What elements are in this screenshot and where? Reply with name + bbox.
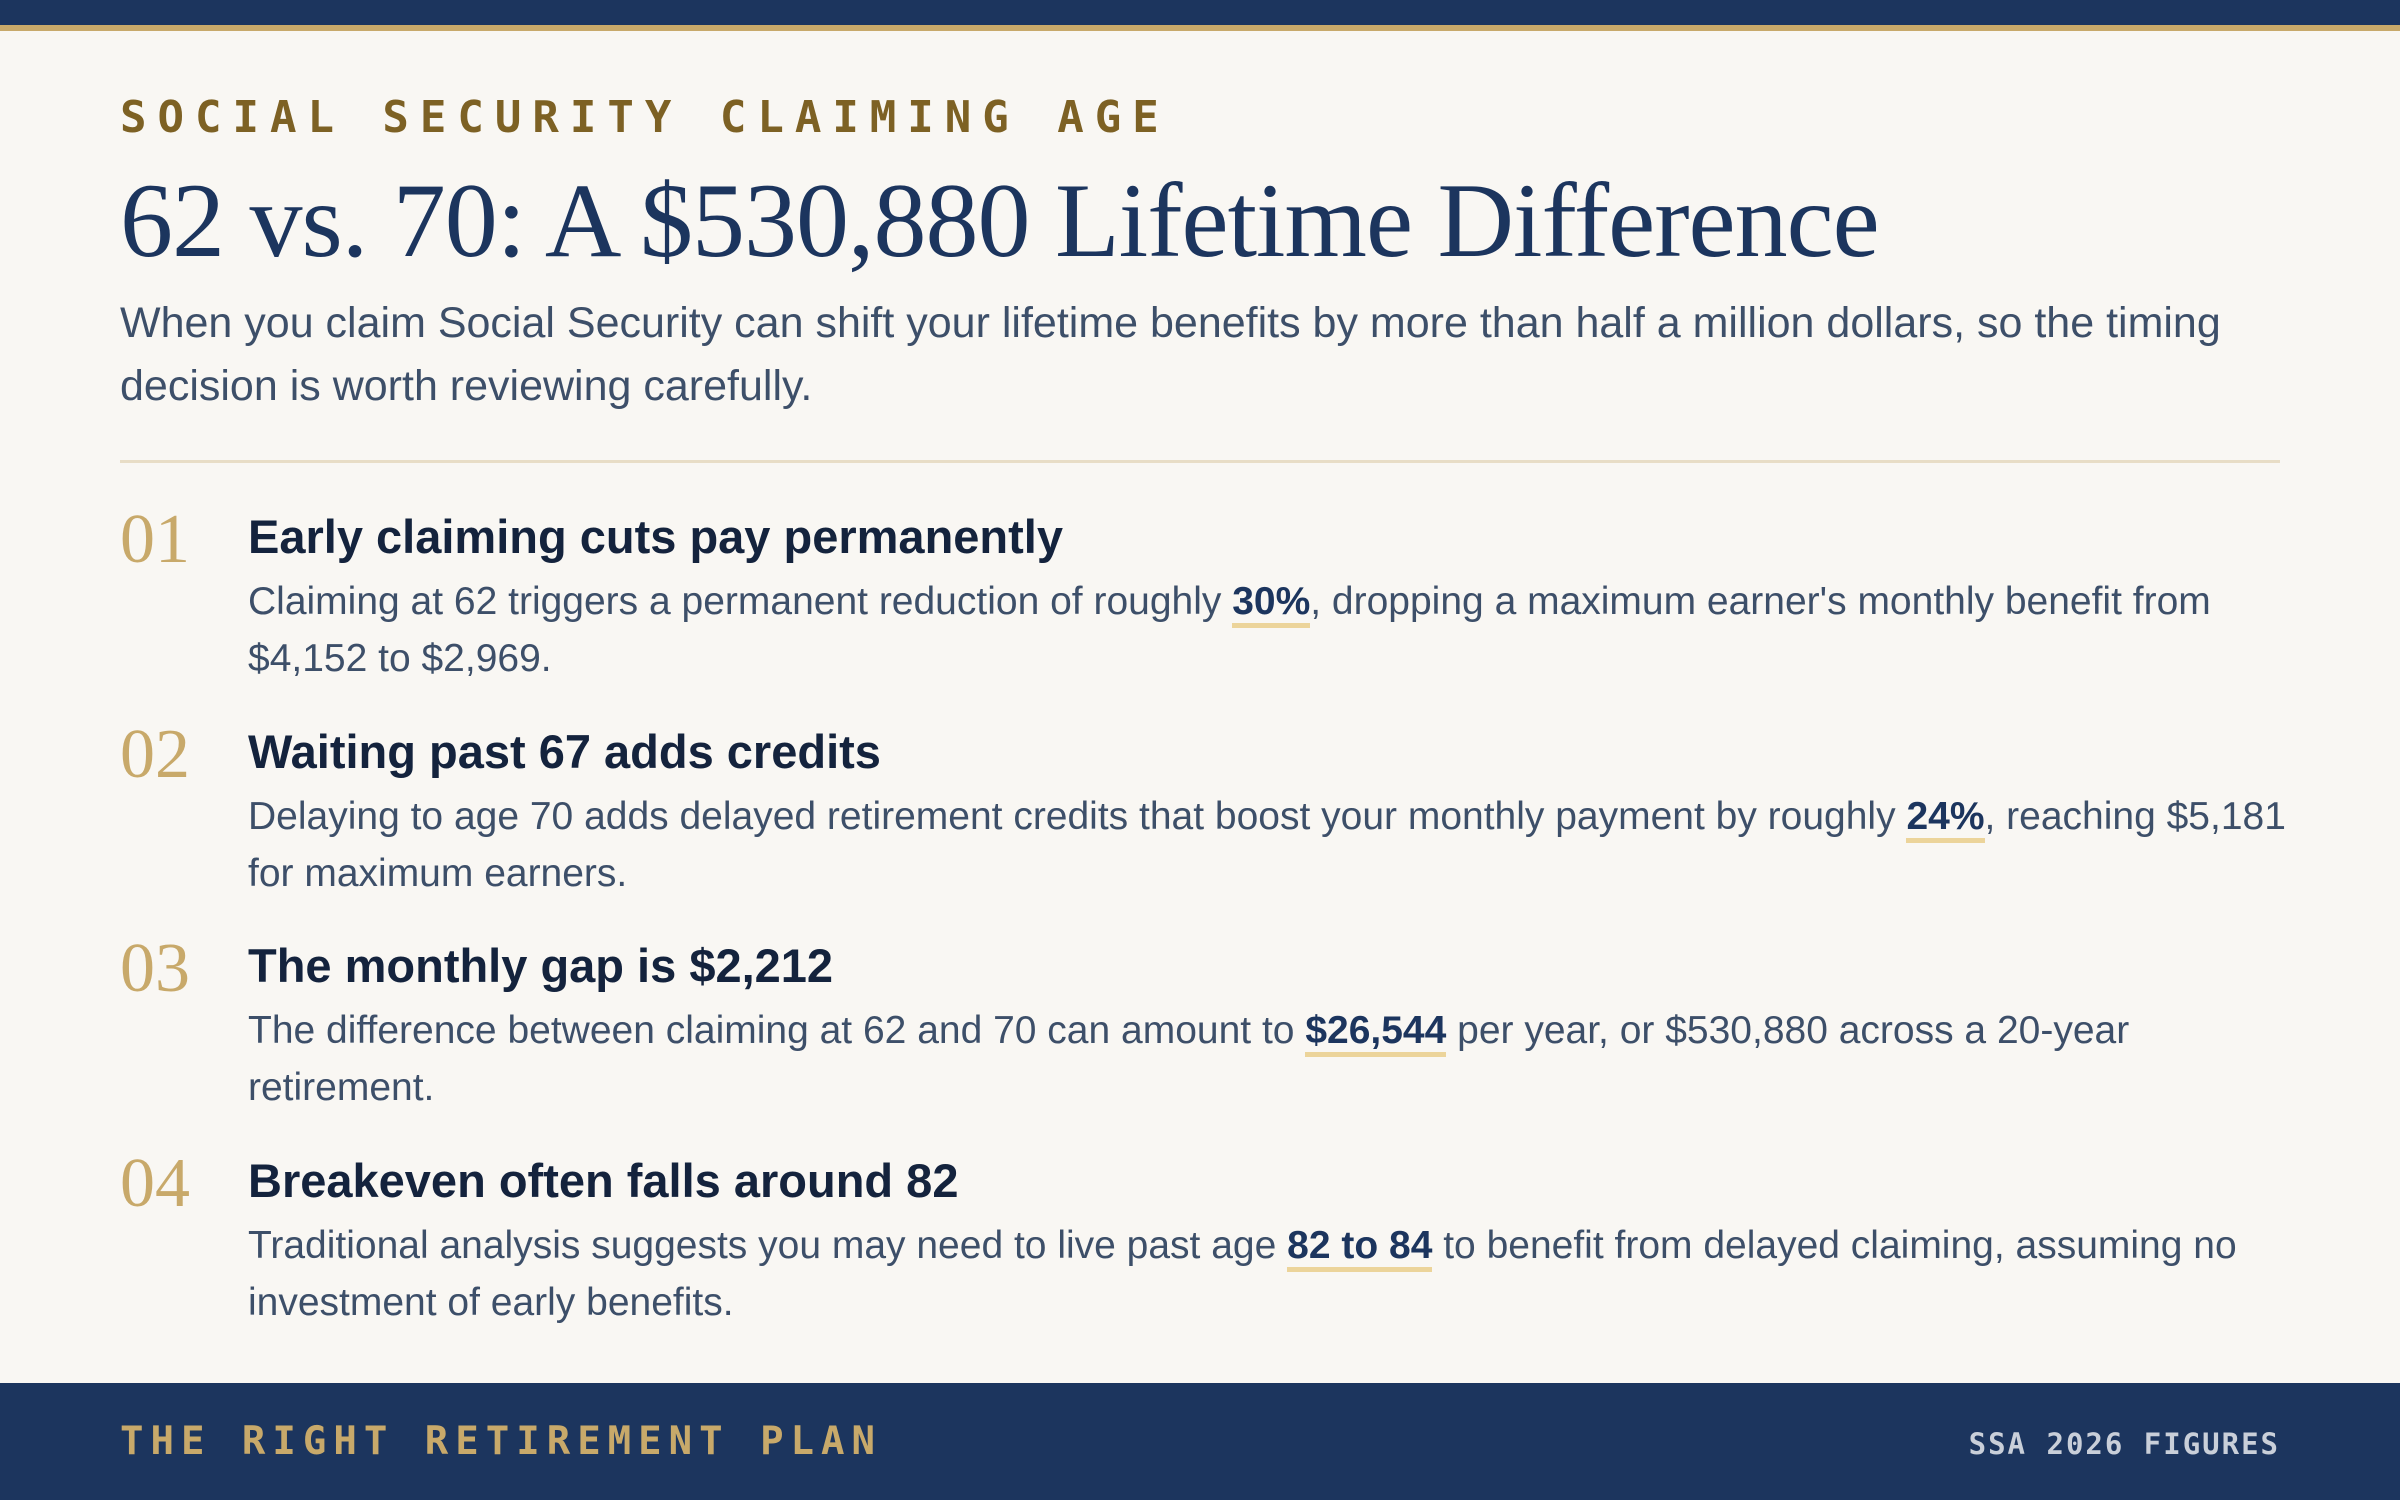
item-highlight: 82 to 84 xyxy=(1287,1224,1432,1272)
item-title: Breakeven often falls around 82 xyxy=(248,1154,959,1207)
footer-bar xyxy=(0,1383,2400,1500)
item-highlight: 30% xyxy=(1232,580,1310,628)
footer-source-label: SSA 2026 FIGURES xyxy=(1968,1427,2280,1461)
intro-paragraph: When you claim Social Security can shift your lifetime benefits by more than half a million dollars, so the timing decision is worth reviewing carefully. xyxy=(120,299,2221,410)
item-number: 03 xyxy=(120,930,190,1007)
item-title: Waiting past 67 adds credits xyxy=(248,725,881,778)
top-bar xyxy=(0,0,2400,25)
section-divider xyxy=(120,460,2280,463)
item-title: The monthly gap is $2,212 xyxy=(248,939,834,992)
item-number: 01 xyxy=(120,501,190,578)
item-title: Early claiming cuts pay permanently xyxy=(248,510,1063,563)
item-highlight: $26,544 xyxy=(1305,1009,1446,1057)
eyebrow-label: SOCIAL SECURITY CLAIMING AGE xyxy=(120,92,1170,143)
item-highlight: 24% xyxy=(1906,795,1984,843)
item-body-text: Traditional analysis suggests you may need to live past age xyxy=(248,1224,1288,1267)
item-body-text: Delaying to age 70 adds delayed retirement credits that boost your monthly payment by roughly xyxy=(248,795,1907,838)
item-body xyxy=(248,573,2288,687)
top-gold-rule xyxy=(0,25,2400,31)
item-body xyxy=(248,1217,2288,1331)
item-body-text: Claiming at 62 triggers a permanent reduction of roughly xyxy=(248,580,1233,623)
item-body-text: , reaching $5,181 for maximum earners. xyxy=(248,795,2286,895)
item-number: 02 xyxy=(120,716,190,793)
item-body-text: to benefit from delayed claiming, assuming no investment of early benefits. xyxy=(248,1224,2237,1324)
item-body-text: , dropping a maximum earner's monthly benefit from $4,152 to $2,969. xyxy=(248,580,2211,680)
item-number: 04 xyxy=(120,1145,190,1222)
item-body xyxy=(248,788,2288,902)
item-body xyxy=(248,1002,2288,1116)
item-body-text: per year, or $530,880 across a 20-year retirement. xyxy=(248,1009,2130,1109)
page-title: 62 vs. 70: A $530,880 Lifetime Difference xyxy=(120,162,1879,279)
footer-brand: THE RIGHT RETIREMENT PLAN xyxy=(120,1419,882,1464)
item-body-text: The difference between claiming at 62 and 70 can amount to xyxy=(248,1009,1306,1052)
